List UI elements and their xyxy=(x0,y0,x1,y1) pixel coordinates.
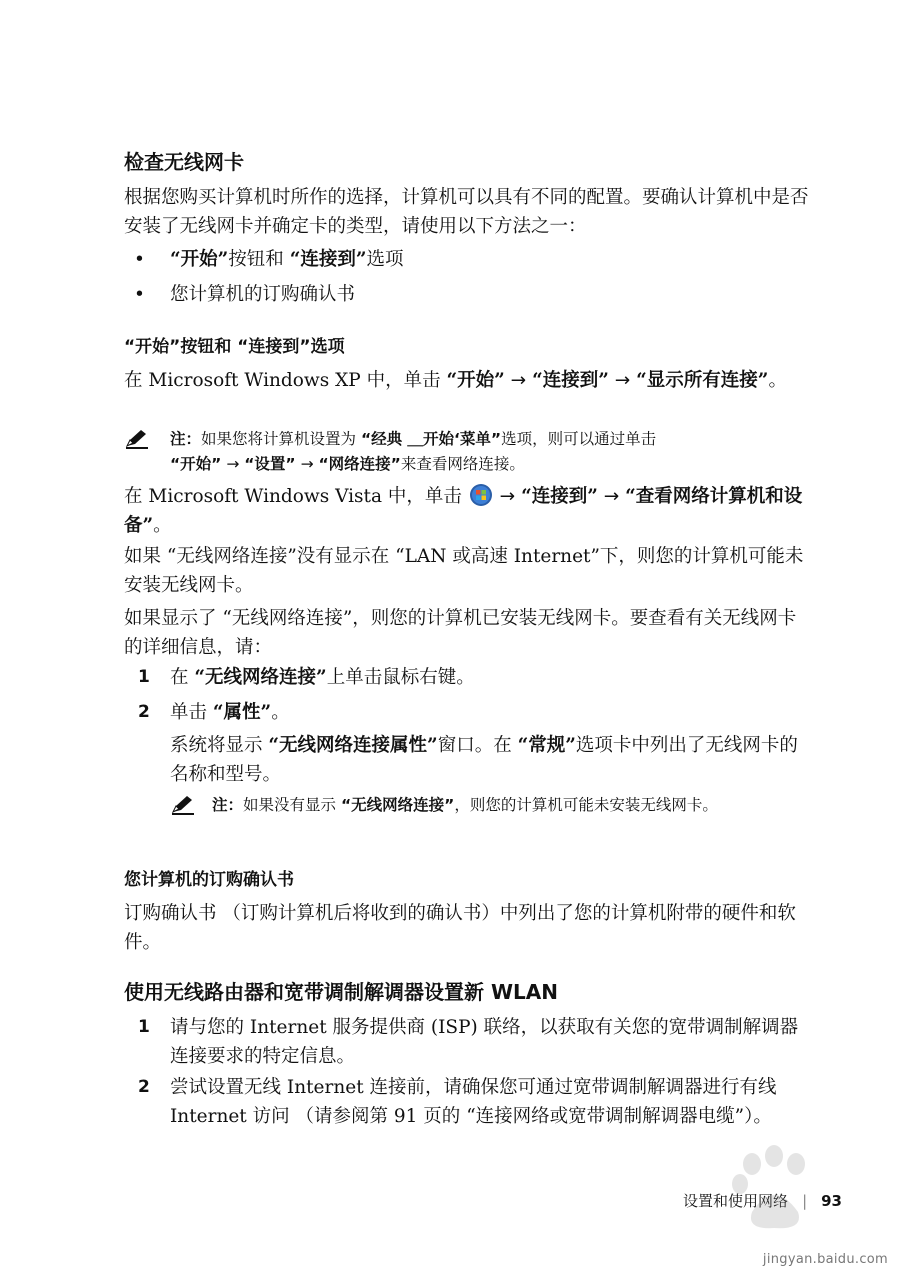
footer-section-title: 设置和使用网络 xyxy=(683,1192,789,1210)
step-number: 2 xyxy=(138,702,150,722)
bullet-start-button: • “开始”按钮和 “连接到”选项 xyxy=(134,245,404,274)
footer-separator: | xyxy=(802,1192,808,1210)
intro-paragraph: 根据您购买计算机时所作的选择，计算机可以具有不同的配置。要确认计算机中是否安装了无线网卡并确定卡的类型，请使用以下方法之一： xyxy=(124,187,809,237)
note-pencil-icon xyxy=(170,794,196,816)
windows-start-orb-icon xyxy=(468,483,494,507)
bullet-dot: • xyxy=(134,249,145,270)
step-2-detail: 系统将显示 “无线网络连接属性”窗口。在 “常规”选项卡中列出了无线网卡的名称和型号。 xyxy=(170,735,798,785)
bullet-dot: • xyxy=(134,284,145,305)
subheading-order-confirmation: 您计算机的订购确认书 xyxy=(124,870,294,890)
step-click-properties: 单击 “属性”。 xyxy=(170,702,290,723)
watermark-url: jingyan.baidu.com xyxy=(762,1252,888,1267)
step-wired-access: 尝试设置无线 Internet 连接前，请确保您可通过宽带调制解调器进行有线 Internet 访问 （请参阅第 91 页的 “连接网络或宽带调制解调器电缆”）。 xyxy=(170,1077,777,1127)
step-right-click: 在 “无线网络连接”上单击鼠标右键。 xyxy=(170,667,475,688)
subheading-start-button: “开始”按钮和 “连接到”选项 xyxy=(124,337,345,357)
step-number: 1 xyxy=(138,667,150,687)
section-heading-check-card: 检查无线网卡 xyxy=(124,150,244,174)
section-heading-new-wlan: 使用无线路由器和宽带调制解调器设置新 WLAN xyxy=(124,980,558,1004)
note-no-wireless-connection: 注：如果没有显示 “无线网络连接”，则您的计算机可能未安装无线网卡。 xyxy=(212,796,718,814)
windows-vista-instruction: 在 Microsoft Windows Vista 中，单击 → “连接到” → “查看网络计算机和设备”。 xyxy=(124,482,814,540)
baidu-paw-watermark-icon xyxy=(712,1142,872,1252)
paragraph-lan-check: 如果 “无线网络连接”没有显示在 “LAN 或高速 Internet”下，则您的计算机可能未安装无线网卡。 xyxy=(124,546,804,596)
paragraph-order-confirmation: 订购确认书 （订购计算机后将收到的确认书）中列出了您的计算机附带的硬件和软件。 xyxy=(124,903,796,953)
note-pencil-icon xyxy=(124,428,150,450)
step-number: 2 xyxy=(138,1077,150,1097)
note-classic-start-menu: 注：如果您将计算机设置为 “经典 ＿开始‘菜单”选项，则可以通过单击 “开始” → “设置” → “网络连接”来查看网络连接。 xyxy=(170,430,657,473)
bullet-order-confirmation: • 您计算机的订购确认书 xyxy=(134,280,355,309)
page-number: 93 xyxy=(821,1192,842,1210)
paragraph-card-installed: 如果显示了 “无线网络连接”，则您的计算机已安装无线网卡。要查看有关无线网卡的详细信息，请： xyxy=(124,608,797,658)
windows-xp-instruction: 在 Microsoft Windows XP 中，单击 “开始” → “连接到” → “显示所有连接”。 xyxy=(124,370,787,391)
step-number: 1 xyxy=(138,1017,150,1037)
step-contact-isp: 请与您的 Internet 服务提供商 (ISP) 联络，以获取有关您的宽带调制解调器连接要求的特定信息。 xyxy=(170,1017,799,1067)
